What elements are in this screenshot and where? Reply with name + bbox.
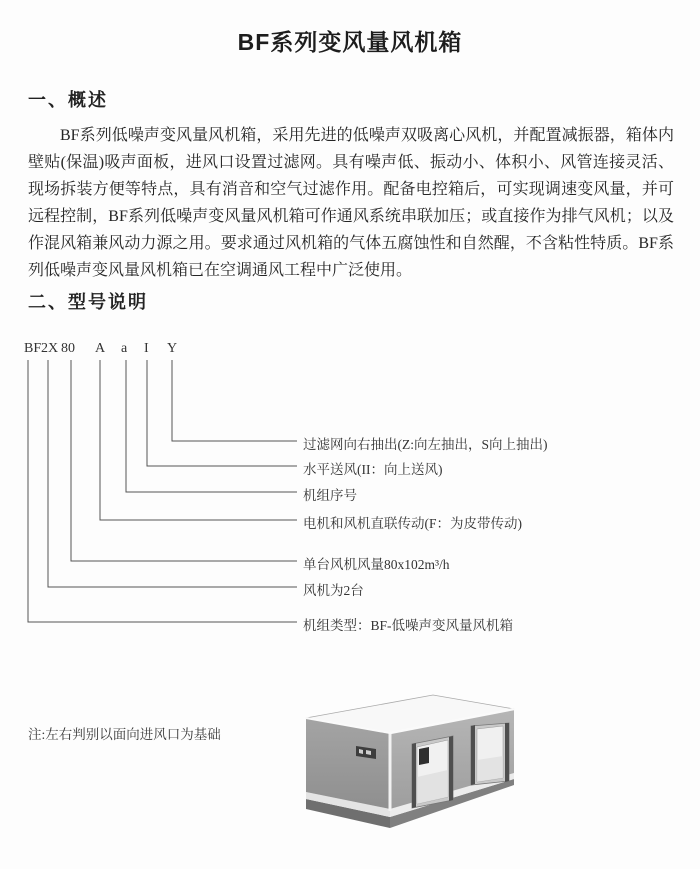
model-code-label-filter: 过滤网向右抽出(Z:向左抽出，S向上抽出) xyxy=(303,437,548,452)
connector-line-BF xyxy=(28,360,297,622)
model-code-segment-A: A xyxy=(95,341,106,356)
connector-line-Y xyxy=(172,360,297,441)
model-code-segment-I: I xyxy=(144,341,149,356)
connector-line-A xyxy=(100,360,297,520)
connector-line-80 xyxy=(71,360,297,561)
model-code-segment-2x: 2X xyxy=(41,341,59,356)
model-code-segment-Y: Y xyxy=(167,341,178,356)
section-heading-model: 二、型号说明 xyxy=(28,292,148,312)
fan-box-drawing xyxy=(300,682,525,842)
door-2-panel-shade xyxy=(477,756,503,782)
model-code-label-drive-type: 电机和风机直联传动(F：为皮带传动) xyxy=(303,516,522,531)
door-1-handle xyxy=(419,747,429,765)
door-2-right-frame xyxy=(505,723,509,782)
page-title: BF系列变风量风机箱 xyxy=(237,29,463,55)
model-code-segment-bf: BF xyxy=(24,341,42,356)
door-1-left-frame xyxy=(412,743,416,808)
model-note: 注:左右判别以面向进风口为基础 xyxy=(28,727,221,742)
door-2-left-frame xyxy=(471,725,475,785)
model-code-label-fan-count: 风机为2台 xyxy=(303,583,364,598)
connector-line-I xyxy=(147,360,297,466)
overview-paragraph: BF系列低噪声变风量风机箱，采用先进的低噪声双吸离心风机，并配置减振器，箱体内壁贴(保温)吸声面板，进风口设置过滤网。具有噪声低、振动小、体积小、风管连接灵活、现场拆装方便等特点，具有消音和空气过滤作用。配备电控箱后，可实现调速变风量，并可远程控制，BF系列低噪声变风量风机箱可作通风系统串联加压；或直接作为排气风机；以及作混风箱兼风动力源之用。要求通过风机箱的气体五腐蚀性和自然醒，不含粘性特质。BF系列低噪声变风量风机箱已在空调通风工程中广泛使用。 xyxy=(28,127,674,279)
section-heading-overview: 一、概述 xyxy=(28,90,108,110)
connector-line-a xyxy=(126,360,297,492)
model-code-label-unit-type: 机组类型：BF-低噪声变风量风机箱 xyxy=(303,618,514,633)
connector-line-2X xyxy=(48,360,297,587)
model-code-label-fan-airflow: 单台风机风量80x102m³/h xyxy=(303,557,450,572)
door-1-right-frame xyxy=(449,736,453,801)
model-code-segment-a: a xyxy=(121,341,128,356)
model-code-segment-80: 80 xyxy=(61,341,75,356)
model-code-label-airflow-direction: 水平送风(II：向上送风) xyxy=(303,462,443,477)
fan-box-isometric-figure xyxy=(300,682,525,842)
model-code-label-unit-serial: 机组序号 xyxy=(303,488,357,503)
